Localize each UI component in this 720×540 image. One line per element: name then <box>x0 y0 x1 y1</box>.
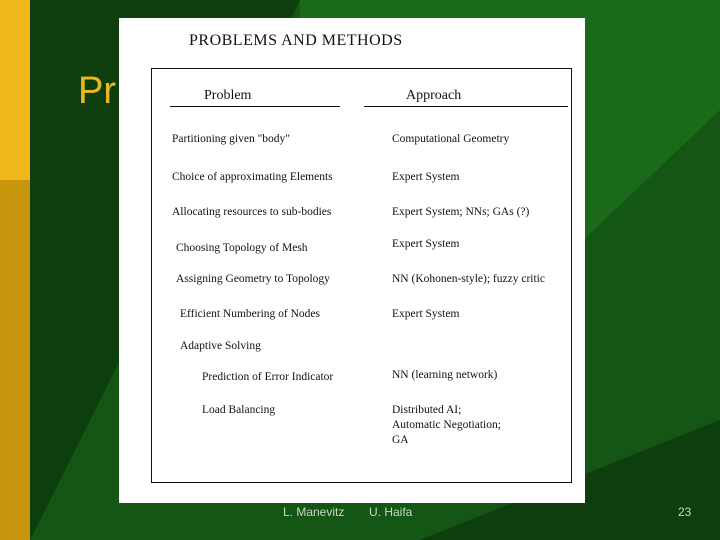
header-underline-problem <box>170 106 340 107</box>
footer-author: L. Manevitz <box>283 505 345 519</box>
row-approach-cell: Automatic Negotiation; <box>392 419 501 431</box>
row-approach-cell: Expert System <box>392 238 460 250</box>
row-approach-cell: Expert System <box>392 171 460 183</box>
problems-methods-figure <box>119 18 585 503</box>
header-approach: Approach <box>406 88 462 103</box>
row-problem-cell: Adaptive Solving <box>180 340 261 352</box>
row-problem-cell: Partitioning given "body" <box>172 133 290 145</box>
row-problem-cell: Choice of approximating Elements <box>172 171 333 183</box>
gold-bar-bottom <box>0 180 30 540</box>
header-underline-approach <box>364 106 568 107</box>
row-problem-cell: Choosing Topology of Mesh <box>176 242 308 254</box>
row-problem-cell: Allocating resources to sub-bodies <box>172 206 332 218</box>
row-approach-cell: NN (learning network) <box>392 369 498 381</box>
page-number: 23 <box>678 505 692 519</box>
row-approach-cell: Computational Geometry <box>392 133 510 145</box>
header-problem: Problem <box>204 88 252 103</box>
row-problem-cell: Efficient Numbering of Nodes <box>180 308 320 320</box>
row-problem-cell: Prediction of Error Indicator <box>202 371 334 383</box>
slide-title: Pr <box>78 70 116 112</box>
row-approach-cell: Distributed AI; <box>392 404 462 416</box>
row-approach-cell: Expert System <box>392 308 460 320</box>
row-problem-cell: Assigning Geometry to Topology <box>176 273 330 285</box>
row-problem-cell: Load Balancing <box>202 404 276 416</box>
table-frame <box>151 68 572 483</box>
figure-title: PROBLEMS AND METHODS <box>189 32 403 49</box>
row-approach-cell: NN (Kohonen-style); fuzzy critic <box>392 273 545 285</box>
footer-affiliation: U. Haifa <box>369 505 413 519</box>
row-approach-cell: GA <box>392 434 409 446</box>
gold-bar-top <box>0 0 30 180</box>
row-approach-cell: Expert System; NNs; GAs (?) <box>392 206 530 218</box>
